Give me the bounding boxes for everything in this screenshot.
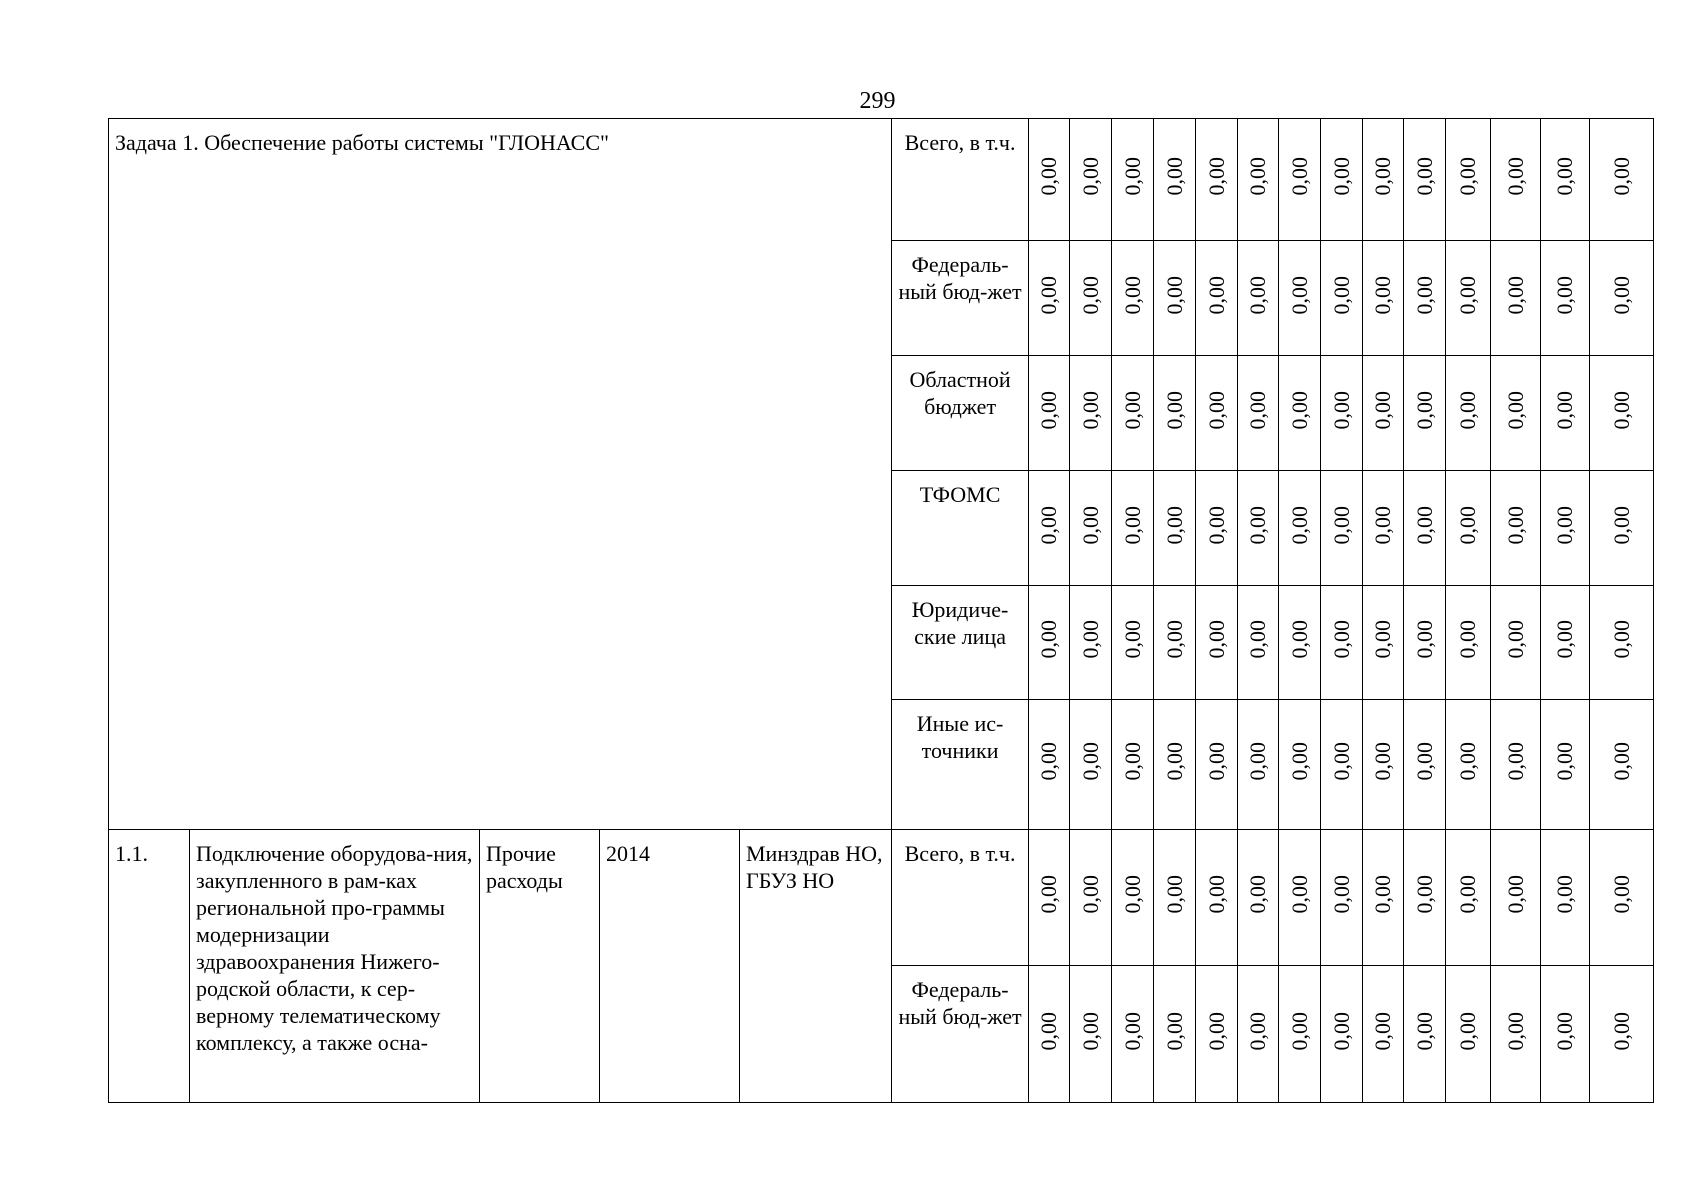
value-cell bbox=[1279, 966, 1321, 1103]
value-cell bbox=[1404, 471, 1446, 586]
value-text: 0,00 bbox=[1286, 620, 1312, 659]
value-cell bbox=[1070, 471, 1112, 586]
value-cell bbox=[1590, 700, 1654, 830]
value-text: 0,00 bbox=[1608, 275, 1634, 315]
value-cell bbox=[1112, 586, 1154, 700]
value-cell bbox=[1238, 471, 1279, 586]
value-text: 0,00 bbox=[1036, 157, 1062, 196]
value-cell bbox=[1491, 241, 1541, 356]
value-text: 0,00 bbox=[1077, 875, 1103, 914]
value-cell bbox=[1491, 966, 1541, 1103]
value-text: 0,00 bbox=[1161, 742, 1187, 781]
value-text: 0,00 bbox=[1245, 505, 1271, 545]
value-cell bbox=[1238, 356, 1279, 471]
value-cell bbox=[1321, 830, 1363, 966]
value-cell bbox=[1029, 471, 1070, 586]
value-cell bbox=[1112, 700, 1154, 830]
value-cell bbox=[1154, 966, 1196, 1103]
value-cell bbox=[1363, 966, 1404, 1103]
value-text: 0,00 bbox=[1370, 275, 1396, 315]
value-cell bbox=[1404, 241, 1446, 356]
value-cell bbox=[1070, 241, 1112, 356]
value-text: 0,00 bbox=[1455, 742, 1481, 781]
value-cell bbox=[1154, 700, 1196, 830]
value-cell bbox=[1196, 966, 1238, 1103]
value-cell bbox=[1321, 241, 1363, 356]
value-text: 0,00 bbox=[1245, 390, 1271, 430]
value-cell bbox=[1404, 966, 1446, 1103]
value-text: 0,00 bbox=[1036, 1011, 1062, 1051]
table-row bbox=[109, 830, 1654, 966]
value-cell bbox=[1404, 119, 1446, 241]
value-text: 0,00 bbox=[1036, 275, 1062, 315]
value-cell bbox=[1196, 586, 1238, 700]
funding-source-cell: Федераль-ный бюд-жет bbox=[892, 241, 1029, 356]
value-text: 0,00 bbox=[1370, 505, 1396, 545]
funding-source-cell: Иные ис-точники bbox=[892, 700, 1029, 830]
value-cell bbox=[1491, 700, 1541, 830]
value-text: 0,00 bbox=[1411, 875, 1437, 914]
value-cell bbox=[1279, 356, 1321, 471]
value-text: 0,00 bbox=[1411, 505, 1437, 545]
value-text: 0,00 bbox=[1455, 875, 1481, 914]
value-cell bbox=[1279, 119, 1321, 241]
value-text: 0,00 bbox=[1411, 1011, 1437, 1051]
value-text: 0,00 bbox=[1077, 275, 1103, 315]
value-text: 0,00 bbox=[1286, 1011, 1312, 1051]
value-cell bbox=[1238, 241, 1279, 356]
value-text: 0,00 bbox=[1502, 275, 1528, 315]
value-cell bbox=[1446, 356, 1491, 471]
value-cell bbox=[1154, 471, 1196, 586]
value-text: 0,00 bbox=[1161, 390, 1187, 430]
value-text: 0,00 bbox=[1286, 505, 1312, 545]
value-text: 0,00 bbox=[1286, 742, 1312, 781]
value-cell bbox=[1541, 356, 1590, 471]
value-text: 0,00 bbox=[1119, 620, 1145, 659]
value-text: 0,00 bbox=[1119, 505, 1145, 545]
item-year: 2014 bbox=[600, 830, 740, 1103]
value-text: 0,00 bbox=[1552, 1011, 1578, 1051]
value-text: 0,00 bbox=[1161, 505, 1187, 545]
value-cell bbox=[1070, 830, 1112, 966]
value-cell bbox=[1238, 966, 1279, 1103]
value-cell bbox=[1590, 471, 1654, 586]
item-description: Подключение оборудова-ния, закупленного в рам-ках региональной про-граммы модернизации здравоохранения Нижего-родской области, к сер-верному телематическому комплексу, а также осна- bbox=[190, 830, 480, 1103]
value-text: 0,00 bbox=[1203, 505, 1229, 545]
value-cell bbox=[1363, 241, 1404, 356]
value-text: 0,00 bbox=[1077, 742, 1103, 781]
value-cell bbox=[1154, 830, 1196, 966]
funding-source-cell: Всего, в т.ч. bbox=[892, 119, 1029, 241]
value-cell bbox=[1029, 966, 1070, 1103]
funding-source-cell: Федераль-ный бюд-жет bbox=[892, 966, 1029, 1103]
value-cell bbox=[1590, 586, 1654, 700]
value-cell bbox=[1238, 700, 1279, 830]
value-text: 0,00 bbox=[1502, 742, 1528, 781]
value-text: 0,00 bbox=[1245, 620, 1271, 659]
value-text: 0,00 bbox=[1608, 875, 1634, 914]
value-cell bbox=[1196, 356, 1238, 471]
value-cell bbox=[1321, 700, 1363, 830]
value-cell bbox=[1363, 830, 1404, 966]
value-cell bbox=[1070, 966, 1112, 1103]
value-text: 0,00 bbox=[1119, 1011, 1145, 1051]
value-cell bbox=[1541, 471, 1590, 586]
value-cell bbox=[1363, 471, 1404, 586]
value-text: 0,00 bbox=[1502, 157, 1528, 196]
value-text: 0,00 bbox=[1502, 390, 1528, 430]
value-cell bbox=[1279, 241, 1321, 356]
value-cell bbox=[1590, 966, 1654, 1103]
value-cell bbox=[1070, 356, 1112, 471]
value-text: 0,00 bbox=[1119, 157, 1145, 196]
value-text: 0,00 bbox=[1552, 620, 1578, 659]
value-cell bbox=[1590, 356, 1654, 471]
value-text: 0,00 bbox=[1502, 1011, 1528, 1051]
value-cell bbox=[1196, 119, 1238, 241]
value-text: 0,00 bbox=[1077, 505, 1103, 545]
value-cell bbox=[1196, 700, 1238, 830]
value-text: 0,00 bbox=[1077, 1011, 1103, 1051]
value-text: 0,00 bbox=[1077, 620, 1103, 659]
value-text: 0,00 bbox=[1370, 1011, 1396, 1051]
value-cell bbox=[1029, 356, 1070, 471]
item-number: 1.1. bbox=[109, 830, 190, 1103]
value-cell bbox=[1446, 830, 1491, 966]
value-cell bbox=[1029, 830, 1070, 966]
value-text: 0,00 bbox=[1245, 275, 1271, 315]
value-cell bbox=[1279, 471, 1321, 586]
value-cell bbox=[1363, 700, 1404, 830]
funding-source-cell: Юридиче-ские лица bbox=[892, 586, 1029, 700]
value-text: 0,00 bbox=[1036, 620, 1062, 659]
table-row bbox=[109, 119, 1654, 241]
value-text: 0,00 bbox=[1286, 275, 1312, 315]
value-cell bbox=[1491, 119, 1541, 241]
value-text: 0,00 bbox=[1370, 620, 1396, 659]
value-cell bbox=[1541, 119, 1590, 241]
value-cell bbox=[1446, 586, 1491, 700]
value-cell bbox=[1112, 356, 1154, 471]
value-cell bbox=[1590, 119, 1654, 241]
funding-source-cell: ТФОМС bbox=[892, 471, 1029, 586]
value-cell bbox=[1590, 241, 1654, 356]
value-text: 0,00 bbox=[1608, 505, 1634, 545]
value-text: 0,00 bbox=[1286, 390, 1312, 430]
value-text: 0,00 bbox=[1286, 875, 1312, 914]
value-cell bbox=[1491, 586, 1541, 700]
value-cell bbox=[1029, 586, 1070, 700]
value-text: 0,00 bbox=[1455, 390, 1481, 430]
value-cell bbox=[1070, 119, 1112, 241]
value-text: 0,00 bbox=[1411, 742, 1437, 781]
value-cell bbox=[1363, 586, 1404, 700]
value-text: 0,00 bbox=[1608, 390, 1634, 430]
value-text: 0,00 bbox=[1370, 390, 1396, 430]
value-text: 0,00 bbox=[1455, 620, 1481, 659]
value-text: 0,00 bbox=[1119, 390, 1145, 430]
value-cell bbox=[1321, 471, 1363, 586]
value-text: 0,00 bbox=[1203, 275, 1229, 315]
value-cell bbox=[1321, 586, 1363, 700]
value-cell bbox=[1491, 830, 1541, 966]
value-cell bbox=[1404, 586, 1446, 700]
value-text: 0,00 bbox=[1455, 1011, 1481, 1051]
value-text: 0,00 bbox=[1502, 875, 1528, 914]
value-text: 0,00 bbox=[1203, 1011, 1229, 1051]
value-text: 0,00 bbox=[1161, 275, 1187, 315]
value-text: 0,00 bbox=[1036, 390, 1062, 430]
value-cell bbox=[1070, 586, 1112, 700]
value-text: 0,00 bbox=[1203, 875, 1229, 914]
value-cell bbox=[1112, 830, 1154, 966]
item-section bbox=[109, 830, 1654, 1103]
value-text: 0,00 bbox=[1552, 390, 1578, 430]
value-text: 0,00 bbox=[1502, 620, 1528, 659]
value-text: 0,00 bbox=[1119, 275, 1145, 315]
value-text: 0,00 bbox=[1161, 157, 1187, 196]
value-cell bbox=[1541, 241, 1590, 356]
value-cell bbox=[1590, 830, 1654, 966]
value-text: 0,00 bbox=[1077, 157, 1103, 196]
value-text: 0,00 bbox=[1608, 157, 1634, 196]
value-text: 0,00 bbox=[1328, 620, 1354, 659]
value-text: 0,00 bbox=[1328, 157, 1354, 196]
value-text: 0,00 bbox=[1608, 1011, 1634, 1051]
value-text: 0,00 bbox=[1370, 157, 1396, 196]
value-cell bbox=[1363, 356, 1404, 471]
value-cell bbox=[1541, 966, 1590, 1103]
value-cell bbox=[1154, 356, 1196, 471]
funding-source-cell: Областной бюджет bbox=[892, 356, 1029, 471]
value-cell bbox=[1154, 241, 1196, 356]
task-title: Задача 1. Обеспечение работы системы "ГЛОНАСС" bbox=[109, 119, 892, 830]
value-cell bbox=[1541, 700, 1590, 830]
task-section bbox=[109, 119, 1654, 830]
value-text: 0,00 bbox=[1370, 742, 1396, 781]
value-text: 0,00 bbox=[1286, 157, 1312, 196]
value-text: 0,00 bbox=[1036, 505, 1062, 545]
value-cell bbox=[1112, 241, 1154, 356]
item-category: Прочие расходы bbox=[480, 830, 600, 1103]
value-cell bbox=[1446, 966, 1491, 1103]
funding-source-cell: Всего, в т.ч. bbox=[892, 830, 1029, 966]
value-text: 0,00 bbox=[1245, 742, 1271, 781]
value-text: 0,00 bbox=[1203, 390, 1229, 430]
value-text: 0,00 bbox=[1245, 875, 1271, 914]
value-text: 0,00 bbox=[1203, 742, 1229, 781]
value-cell bbox=[1446, 119, 1491, 241]
value-cell bbox=[1196, 241, 1238, 356]
value-cell bbox=[1321, 356, 1363, 471]
value-text: 0,00 bbox=[1328, 505, 1354, 545]
value-cell bbox=[1029, 119, 1070, 241]
value-text: 0,00 bbox=[1328, 1011, 1354, 1051]
value-cell bbox=[1112, 119, 1154, 241]
value-cell bbox=[1279, 830, 1321, 966]
value-text: 0,00 bbox=[1328, 390, 1354, 430]
value-cell bbox=[1541, 586, 1590, 700]
value-cell bbox=[1404, 700, 1446, 830]
value-cell bbox=[1029, 700, 1070, 830]
value-cell bbox=[1279, 586, 1321, 700]
value-cell bbox=[1238, 586, 1279, 700]
value-text: 0,00 bbox=[1552, 875, 1578, 914]
value-text: 0,00 bbox=[1161, 620, 1187, 659]
value-text: 0,00 bbox=[1119, 742, 1145, 781]
value-text: 0,00 bbox=[1203, 157, 1229, 196]
value-text: 0,00 bbox=[1411, 620, 1437, 659]
value-text: 0,00 bbox=[1552, 157, 1578, 196]
value-text: 0,00 bbox=[1328, 275, 1354, 315]
value-cell bbox=[1446, 700, 1491, 830]
value-text: 0,00 bbox=[1455, 505, 1481, 545]
value-text: 0,00 bbox=[1161, 875, 1187, 914]
value-cell bbox=[1321, 966, 1363, 1103]
value-text: 0,00 bbox=[1502, 505, 1528, 545]
value-cell bbox=[1154, 119, 1196, 241]
value-cell bbox=[1279, 700, 1321, 830]
value-text: 0,00 bbox=[1245, 1011, 1271, 1051]
value-cell bbox=[1321, 119, 1363, 241]
value-cell bbox=[1238, 119, 1279, 241]
value-text: 0,00 bbox=[1036, 742, 1062, 781]
value-text: 0,00 bbox=[1552, 742, 1578, 781]
value-cell bbox=[1446, 241, 1491, 356]
value-cell bbox=[1112, 966, 1154, 1103]
value-cell bbox=[1404, 830, 1446, 966]
value-cell bbox=[1112, 471, 1154, 586]
value-cell bbox=[1070, 700, 1112, 830]
item-executor: Минздрав НО, ГБУЗ НО bbox=[740, 830, 892, 1103]
value-cell bbox=[1404, 356, 1446, 471]
value-text: 0,00 bbox=[1036, 875, 1062, 914]
value-cell bbox=[1196, 471, 1238, 586]
value-text: 0,00 bbox=[1245, 157, 1271, 196]
value-text: 0,00 bbox=[1328, 742, 1354, 781]
value-cell bbox=[1491, 356, 1541, 471]
value-cell bbox=[1029, 241, 1070, 356]
value-cell bbox=[1541, 830, 1590, 966]
value-text: 0,00 bbox=[1411, 275, 1437, 315]
value-text: 0,00 bbox=[1552, 505, 1578, 545]
page-number: 299 bbox=[859, 88, 896, 114]
value-cell bbox=[1154, 586, 1196, 700]
value-text: 0,00 bbox=[1411, 157, 1437, 196]
value-cell bbox=[1238, 830, 1279, 966]
value-text: 0,00 bbox=[1077, 390, 1103, 430]
value-text: 0,00 bbox=[1608, 742, 1634, 781]
value-cell bbox=[1363, 119, 1404, 241]
value-text: 0,00 bbox=[1608, 620, 1634, 659]
value-text: 0,00 bbox=[1552, 275, 1578, 315]
value-text: 0,00 bbox=[1455, 157, 1481, 196]
value-cell bbox=[1491, 471, 1541, 586]
value-text: 0,00 bbox=[1411, 390, 1437, 430]
value-cell bbox=[1446, 471, 1491, 586]
value-text: 0,00 bbox=[1455, 275, 1481, 315]
budget-table bbox=[108, 118, 1654, 1103]
value-text: 0,00 bbox=[1203, 620, 1229, 659]
value-cell bbox=[1196, 830, 1238, 966]
value-text: 0,00 bbox=[1328, 875, 1354, 914]
value-text: 0,00 bbox=[1119, 875, 1145, 914]
value-text: 0,00 bbox=[1161, 1011, 1187, 1051]
value-text: 0,00 bbox=[1370, 875, 1396, 914]
